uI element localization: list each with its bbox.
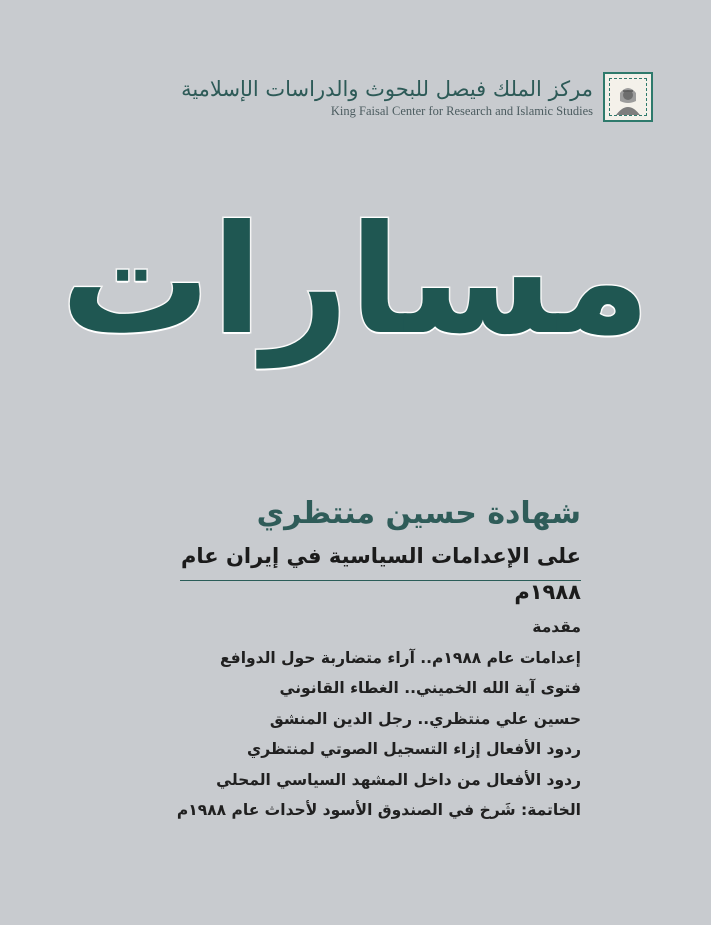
table-of-contents	[151, 612, 581, 826]
publisher-name-english: King Faisal Center for Research and Islamic Studies	[330, 104, 593, 118]
toc-item: الخاتمة: شَرخ في الصندوق الأسود لأحداث عام ١٩٨٨م	[176, 801, 581, 819]
publisher-emblem-icon	[603, 72, 653, 122]
toc-item: ردود الأفعال من داخل المشهد السياسي المحلي	[216, 770, 581, 789]
toc-item: فتوى آية الله الخميني.. الغطاء القانوني	[279, 679, 581, 697]
title-block	[161, 492, 581, 610]
document-title: شهادة حسين منتظري	[256, 496, 581, 531]
portrait-icon	[614, 81, 642, 115]
document-subtitle: على الإعدامات السياسية في إيران عام ١٩٨٨م	[181, 544, 581, 604]
title-divider	[180, 580, 581, 581]
publisher-name-block	[181, 75, 593, 119]
publisher-header	[181, 72, 653, 122]
masthead	[0, 196, 711, 366]
toc-item: مقدمة	[532, 618, 581, 636]
toc-item: ردود الأفعال إزاء التسجيل الصوتي لمنتظري	[247, 740, 581, 758]
toc-item: إعدامات عام ١٩٨٨م.. آراء متضاربة حول الدوافع	[219, 648, 581, 667]
toc-item: حسين علي منتظري.. رجل الدين المنشق	[269, 709, 581, 728]
masthead-title: مسارات	[60, 194, 651, 368]
publisher-name-arabic: مركز الملك فيصل للبحوث والدراسات الإسلامية	[181, 77, 593, 101]
